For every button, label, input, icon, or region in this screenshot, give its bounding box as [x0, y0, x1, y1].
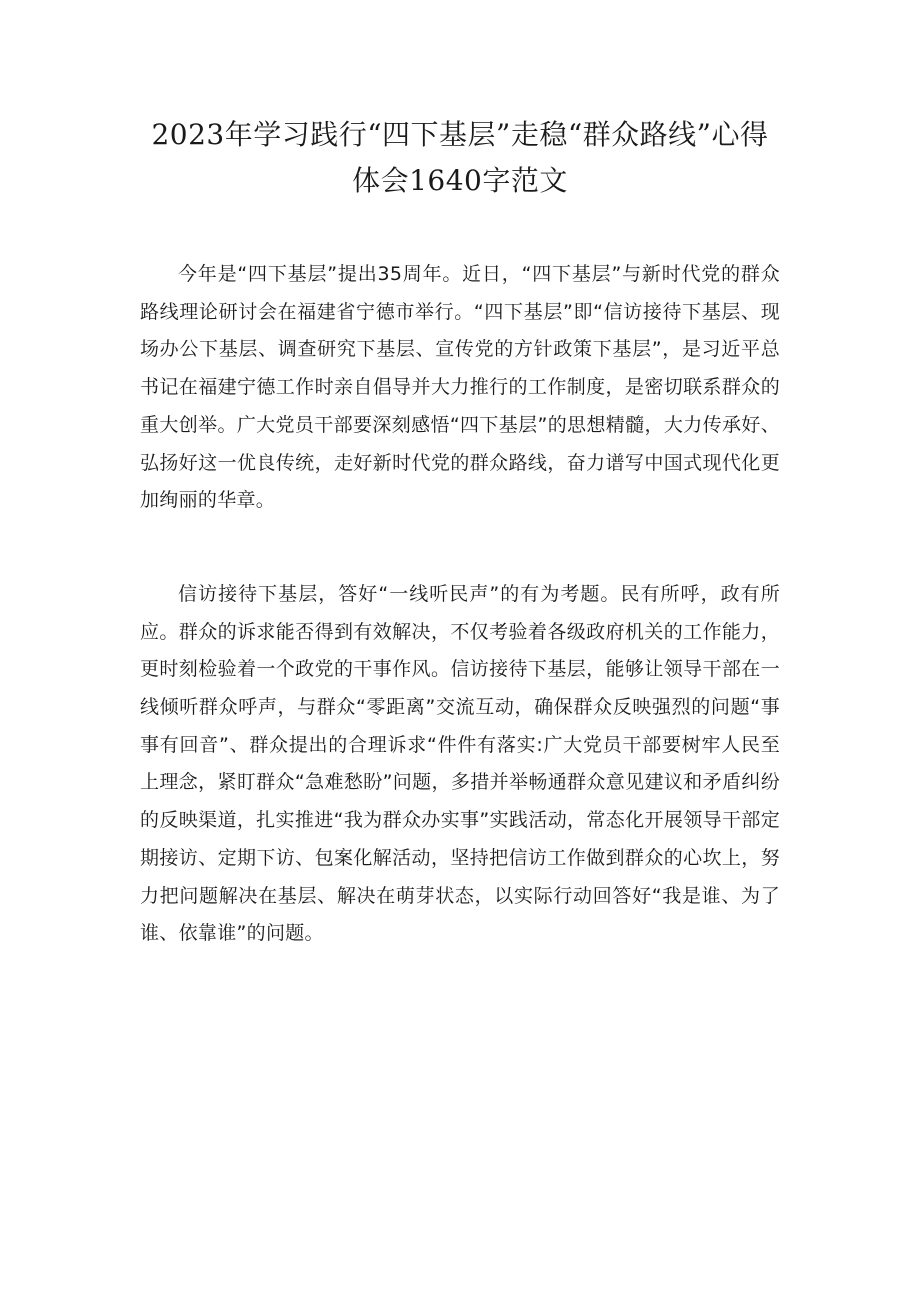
paragraph-1: 今年是“四下基层”提出35周年。近日，“四下基层”与新时代党的群众路线理论研讨会在福建省宁德市举行。“四下基层”即“信访接待下基层、现场办公下基层、调查研究下基层、宣传党的方针政策下基层”，是习近平总书记在福建宁德工作时亲自倡导并大力推行的工作制度，是密切联系群众的重大创举。广大党员干部要深刻感悟“四下基层”的思想精髓，大力传承好、弘扬好这一优良传统，走好新时代党的群众路线，奋力谱写中国式现代化更加绚丽的华章。 — [140, 263, 780, 512]
document-body — [140, 256, 780, 953]
title-line-2: 体会1640字范文 — [352, 164, 568, 197]
title-line-1: 2023年学习践行“四下基层”走稳“群众路线”心得 — [151, 118, 769, 151]
document-title — [120, 112, 800, 204]
paragraph-2: 信访接待下基层，答好“一线听民声”的有为考题。民有所呼，政有所应。群众的诉求能否得到有效解决，不仅考验着各级政府机关的工作能力，更时刻检验着一个政党的干事作风。信访接待下基层，能够让领导干部在一线倾听群众呼声，与群众“零距离”交流互动，确保群众反映强烈的问题“事事有回音”、群众提出的合理诉求“件件有落实:广大党员干部要树牢人民至上理念，紧盯群众“急难愁盼”问题，多措并举畅通群众意见建议和矛盾纠纷的反映渠道，扎实推进“我为群众办实事”实践活动，常态化开展领导干部定期接访、定期下访、包案化解活动，坚持把信访工作做到群众的心坎上，努力把问题解决在基层、解决在萌芽状态，以实际行动回答好“我是谁、为了谁、依靠谁”的问题。 — [140, 582, 780, 945]
